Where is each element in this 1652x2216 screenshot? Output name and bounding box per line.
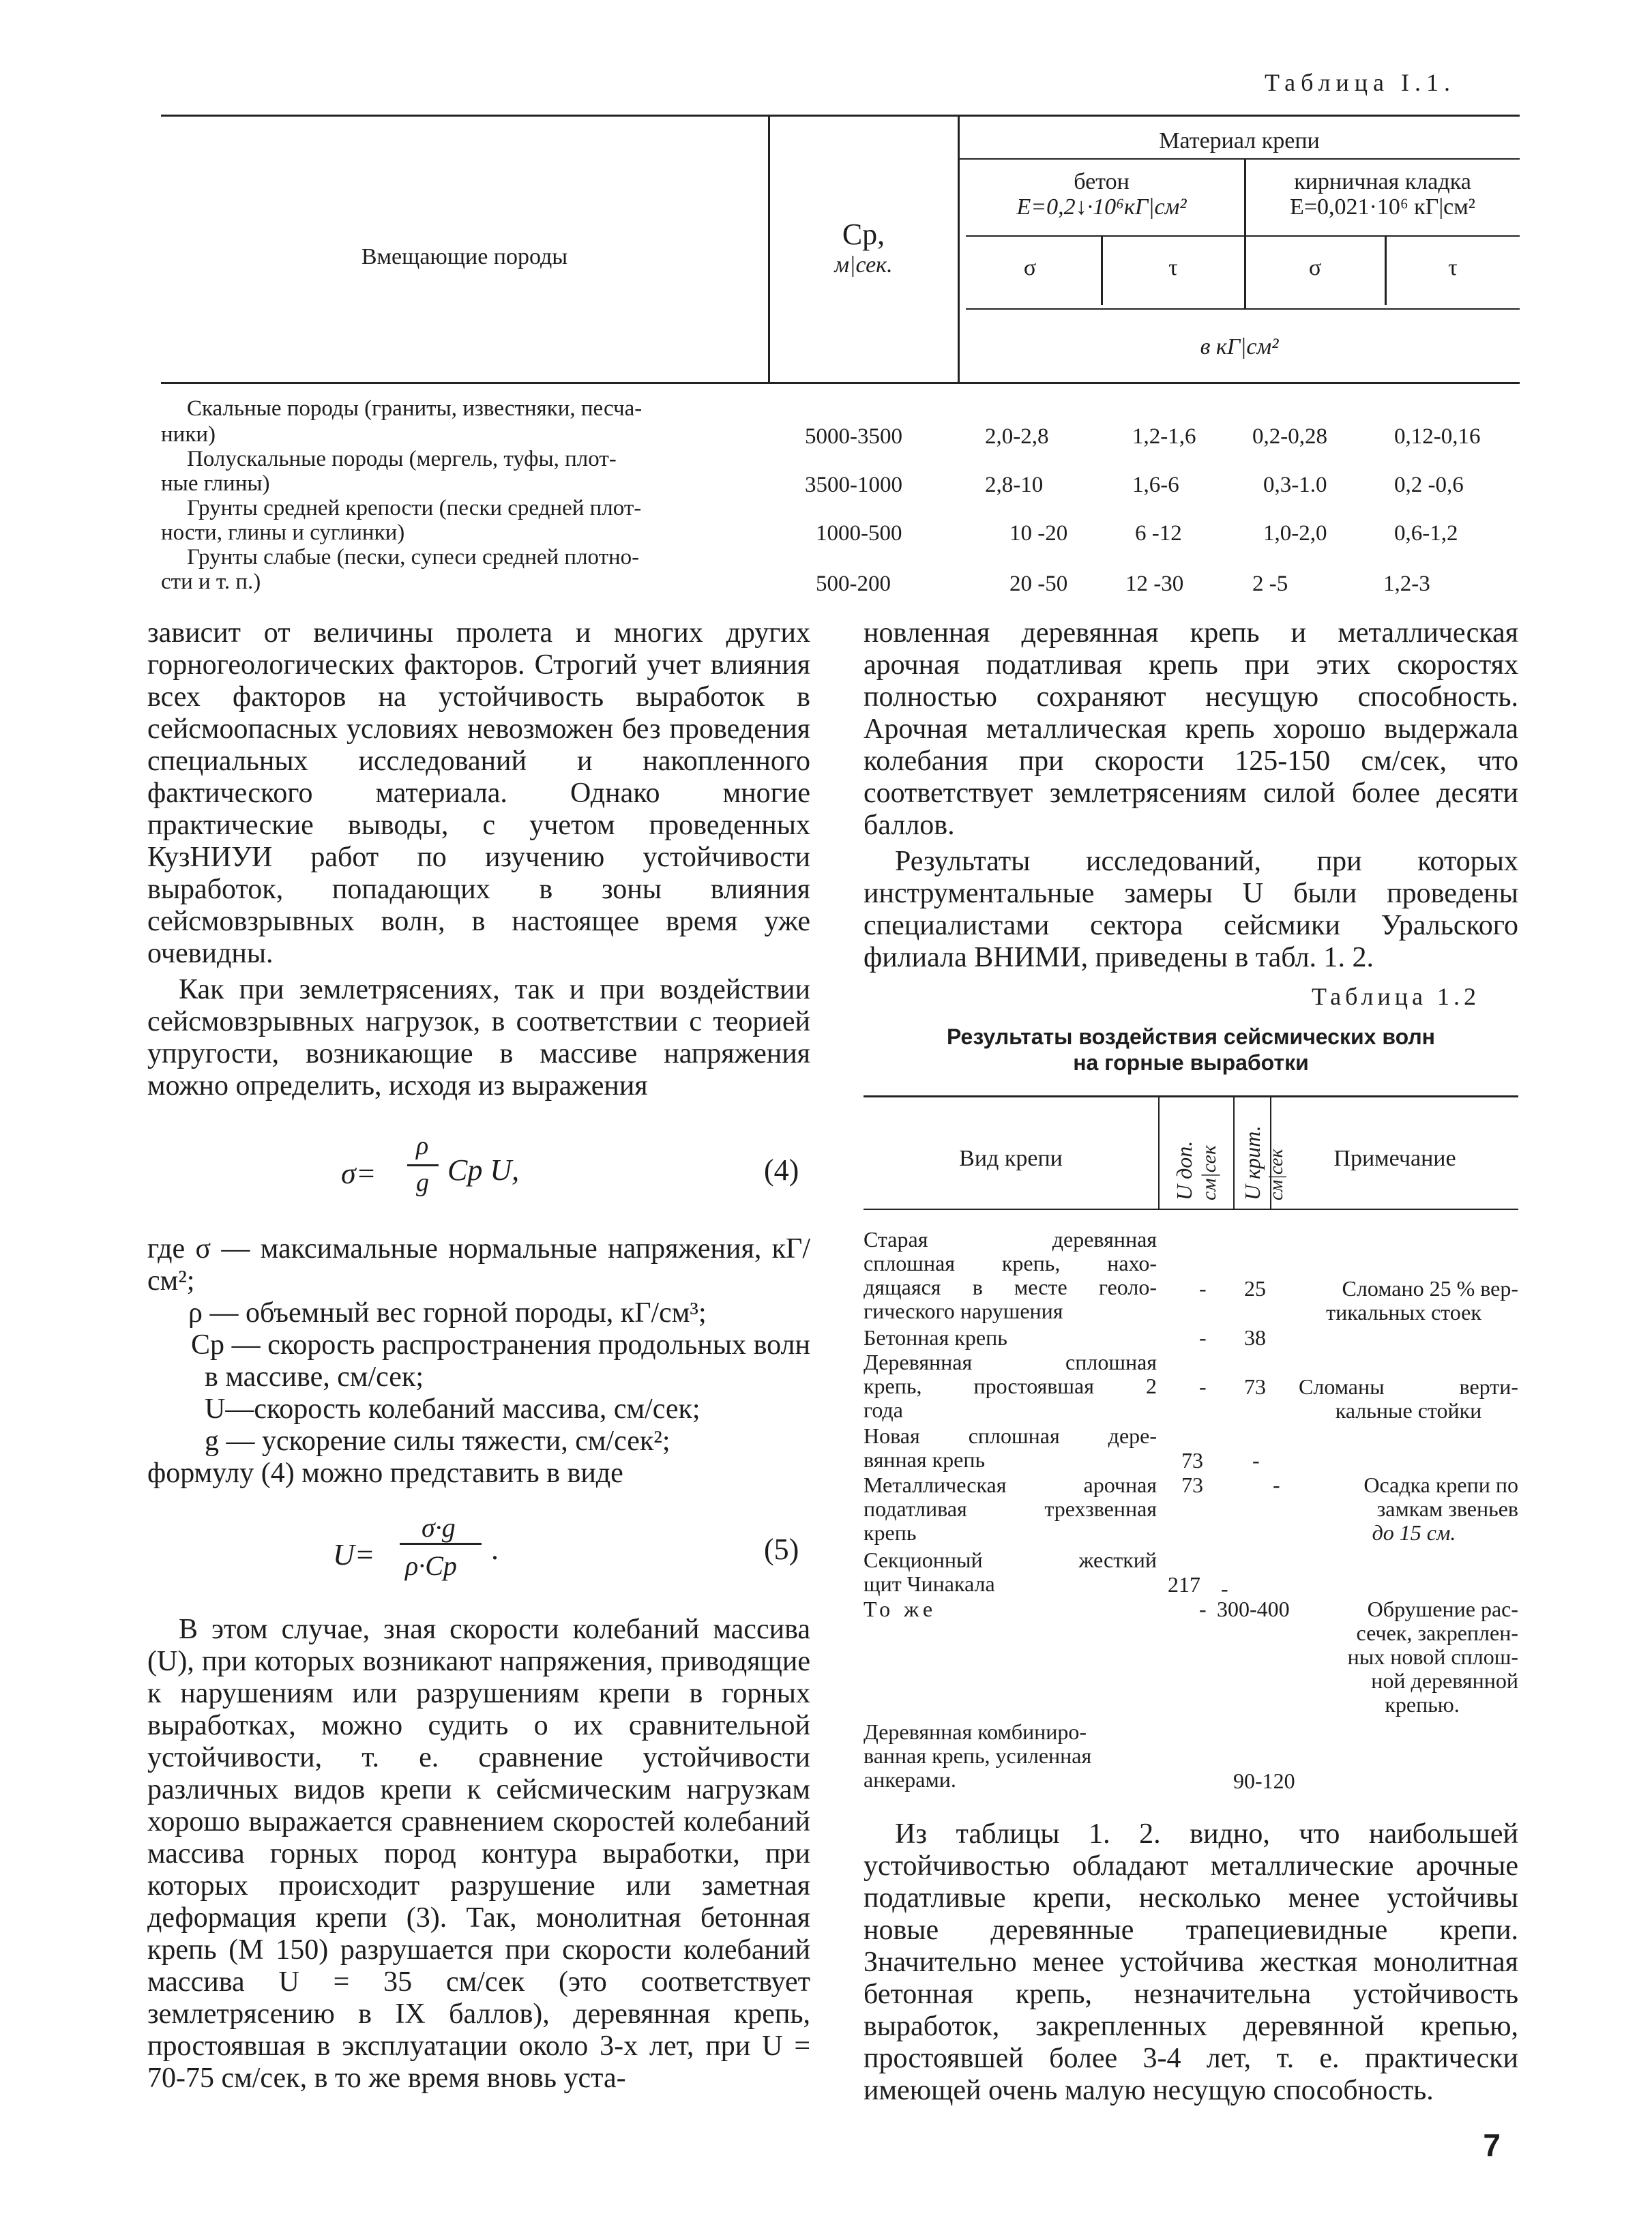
where-rho: ρ — объемный вес горной породы, кГ/см³; (188, 1297, 707, 1329)
row-rock-line1: Грунты средней крепости (пески средней плот- (187, 496, 642, 520)
t12-note-line: замкам звеньев (1376, 1496, 1518, 1521)
table-header-rule (161, 382, 1520, 384)
t12-note-line: Осадка крепи по (1363, 1473, 1518, 1497)
row-cp: 3500-1000 (805, 473, 902, 497)
t12-line: Деревянная комбиниро- (864, 1719, 1087, 1744)
left-column-bottom (147, 1614, 810, 2095)
t12-row-4-udop: 73 (1181, 1448, 1203, 1473)
row-sigma-concrete: 2,0-2,8 (985, 424, 1049, 449)
t12-row-3-type (864, 1350, 1157, 1422)
where-sigma: где σ — максимальные нормальные напряжения, кГ/см²; (147, 1233, 810, 1297)
t12-line: Старая деревянная (864, 1227, 1157, 1252)
t12-row-3-ukrit: 73 (1244, 1374, 1266, 1399)
t12-line: податливая трехзвенная (864, 1496, 1157, 1521)
header-rocks: Вмещающие породы (361, 244, 568, 269)
t12-note-line: Сломаны верти- (1299, 1374, 1518, 1399)
t12-row-1-note (1289, 1277, 1518, 1325)
page-number: 7 (1483, 2127, 1501, 2163)
formula-5-den: ρ·Cр (405, 1550, 457, 1581)
header-concrete-e: E=0,2↓·10⁶кГ|см² (1016, 194, 1187, 220)
t12-row-7-note (1326, 1597, 1518, 1717)
t12-header-type: Вид крепи (959, 1146, 1063, 1171)
table-1-2-title-1: Результаты воздействия сейсмических волн (947, 1024, 1435, 1049)
t12-line: вянная крепь (864, 1447, 986, 1472)
header-cp-unit: м|сек. (834, 252, 893, 278)
t12-header-rule (864, 1209, 1518, 1210)
row-sigma-brick: 0,3-1.0 (1263, 473, 1327, 497)
header-units: в кГ|см² (1200, 334, 1279, 359)
table-1-2-label: Таблица 1.2 (1312, 983, 1480, 1010)
header-cp: Cр, (842, 218, 885, 251)
header-brick-e: E=0,021·10⁶ кГ|см² (1290, 194, 1475, 220)
table-1-1-label: Таблица I.1. (1265, 69, 1456, 96)
t12-line: Деревянная сплошная (864, 1350, 1157, 1374)
formula-4-bar (407, 1164, 439, 1166)
t12-header-note: Примечание (1333, 1146, 1456, 1171)
row-tau-brick: 0,12-0,16 (1394, 424, 1481, 449)
left-paragraph-2: Как при землетрясениях, так и при воздействии сейсмовзрывных нагрузок, в соответствии с теорией упругости, возникающие в массиве напряжения можно определить, исходя из выражения (147, 974, 810, 1102)
row-sigma-brick: 2 -5 (1252, 572, 1288, 596)
row-cp: 500-200 (816, 572, 891, 596)
left-column (147, 617, 810, 1102)
t12-note-line: до 15 см. (1372, 1520, 1456, 1545)
row-tau-brick: 1,2-3 (1383, 572, 1430, 596)
row-tau-concrete: 12 -30 (1125, 572, 1184, 596)
t12-row-8-type (864, 1720, 1157, 1792)
row-tau-brick: 0,6-1,2 (1394, 521, 1458, 546)
row-rock-line1: Грунты слабые (пески, супеси средней плотно- (187, 545, 640, 570)
formula-4-lhs: σ= (341, 1157, 377, 1190)
t12-top-rule (864, 1095, 1518, 1097)
t12-vline-2 (1233, 1095, 1235, 1209)
t12-row-1-udop: - (1199, 1276, 1207, 1301)
t12-header-udop-label: U доп. (1172, 1140, 1196, 1200)
t12-row-7-ukrit: 300-400 (1217, 1597, 1290, 1621)
table-subhead-rule (966, 235, 1520, 237)
t12-row-1-type (864, 1228, 1157, 1323)
t12-line: анкерами. (864, 1767, 956, 1792)
right-paragraph-1: новленная деревянная крепь и металлическая арочная податливая крепь при этих скоростях полностью сохраняют несущую способность. Арочная металлическая крепь хорошо выдержала колебания при скорости 125-150 см/сек, что соответствует землетрясениям силой более десяти баллов. (864, 617, 1518, 841)
t12-header-ukrit: U крит. (1240, 1125, 1265, 1200)
row-cp: 5000-3500 (805, 424, 902, 449)
t12-line: щит Чинакала (864, 1571, 995, 1596)
table-1-2-title-2: на горные выработки (1073, 1050, 1309, 1075)
t12-row-5-ukrit: - (1273, 1473, 1280, 1497)
right-column (864, 617, 1518, 974)
t12-row-5-udop: 73 (1181, 1473, 1203, 1497)
header-material: Материал крепи (1159, 128, 1320, 153)
row-rock-line1: Скальные породы (граниты, известняки, песча- (187, 396, 643, 421)
formula-4-rhs: Cр U, (447, 1153, 520, 1187)
t12-note-line: ных новой сплош- (1347, 1644, 1518, 1669)
t12-row-6-ukrit: - (1221, 1576, 1228, 1601)
t12-row-1-ukrit: 25 (1244, 1276, 1266, 1301)
header-sigma-2: σ (1308, 255, 1322, 280)
t12-header-udop (1172, 1098, 1197, 1200)
t12-line: крепь (864, 1520, 917, 1545)
t12-row-8-ukrit: 90-120 (1233, 1769, 1295, 1793)
row-rock-line2: ные глины) (161, 471, 270, 496)
t12-line: ванная крепь, усиленная (864, 1743, 1092, 1768)
header-brick: кирничная кладка (1294, 169, 1471, 194)
row-tau-concrete: 1,2-1,6 (1132, 424, 1196, 449)
t12-header-udop-unit: см|сек (1198, 1145, 1220, 1200)
row-sigma-brick: 0,2-0,28 (1252, 424, 1327, 449)
row-sigma-concrete: 10 -20 (1009, 521, 1068, 546)
row-tau-brick: 0,2 -0,6 (1394, 473, 1464, 497)
t12-row-3-udop: - (1199, 1374, 1207, 1399)
header-sigma-1: σ (1023, 255, 1037, 280)
row-rock-line2: ники) (161, 422, 216, 447)
t12-note-line: сечек, закреплен- (1356, 1621, 1518, 1645)
formula-5-dot: . (491, 1533, 499, 1566)
t12-header-ukrit-unit: см|сек (1266, 1149, 1287, 1200)
t12-vline-1 (1158, 1095, 1160, 1209)
t12-line: года (864, 1398, 903, 1422)
t12-row-4-type (864, 1424, 1157, 1472)
t12-note-line: тикальных стоек (1326, 1300, 1481, 1325)
t12-line: Секционный жесткий (864, 1548, 1157, 1572)
t12-row-6-type (864, 1548, 1157, 1596)
formula-4-den: g (416, 1168, 429, 1197)
t12-note-line: ной деревянной (1371, 1668, 1518, 1693)
row-tau-concrete: 6 -12 (1135, 521, 1182, 546)
t12-line: сплошная крепь, нахо- (864, 1251, 1157, 1275)
row-sigma-concrete: 20 -50 (1009, 572, 1068, 596)
where-cp: Cр — скорость распространения продольных волн в массиве, см/сек; (191, 1329, 810, 1393)
t12-row-7-type: То же (864, 1597, 937, 1621)
header-tau-2: τ (1448, 255, 1458, 280)
row-tau-concrete: 1,6-6 (1132, 473, 1179, 497)
row-sigma-brick: 1,0-2,0 (1263, 521, 1327, 546)
where-g: g — ускорение силы тяжести, см/сек²; (205, 1425, 670, 1457)
left-paragraph-1: зависит от величины пролета и многих других горногеологических факторов. Строгий учет влияния всех факторов на устойчивость выработок в сейсмоопасных условиях невозможен без проведения специальных исследований и накопленного фактического материала. Однако многие практические выводы, с учетом проведенных КузНИУИ работ по изучению устойчивости выработок, попадающих в зоны влияния сейсмовзрывных волн, в настоящее время уже очевидны. (147, 617, 810, 969)
t12-row-7-udop: - (1199, 1597, 1207, 1621)
formula-4-number: (4) (764, 1153, 799, 1187)
header-tau-1: τ (1168, 255, 1178, 280)
formula-4-num: ρ (416, 1132, 429, 1160)
row-cp: 1000-500 (816, 521, 902, 546)
t12-row-6-udop: 217 (1168, 1572, 1200, 1597)
right-paragraph-3: Из таблицы 1. 2. видно, что наибольшей устойчивостью обладают металлические арочные податливые крепи, несколько менее устойчивы новые деревянные трапециевидные крепи. Значительно менее устойчива жесткая монолитная бетонная крепь, незначительна устойчивость выработок, закрепленных деревянной крепью, простоявшей более 3-4 лет, т. е. практически имеющей очень малую несущую способность. (864, 1818, 1518, 2106)
formula-5-lhs: U= (333, 1538, 375, 1571)
t12-row-5-type (864, 1473, 1157, 1545)
t12-line: Металлическая арочная (864, 1473, 1157, 1497)
t12-row-2-udop: - (1199, 1325, 1207, 1350)
t12-note-line: кальные стойки (1335, 1398, 1482, 1423)
left-where-block (147, 1233, 810, 1490)
t12-line: гического нарушения (864, 1299, 1063, 1323)
formula-5-bar (400, 1543, 482, 1545)
where-u: U—скорость колебаний массива, см/сек; (205, 1393, 700, 1425)
row-rock-line2: сти и т. п.) (161, 570, 261, 594)
t12-row-2-ukrit: 38 (1244, 1325, 1266, 1350)
t12-row-5-note (1310, 1473, 1518, 1545)
t12-line: дящаяся в месте геоло- (864, 1275, 1157, 1299)
t12-note-line: Сломано 25 % вер- (1342, 1276, 1518, 1301)
right-column-bottom (864, 1818, 1518, 2107)
t12-row-3-note (1299, 1375, 1518, 1423)
table-vline-1 (768, 115, 770, 382)
left-paragraph-3: В этом случае, зная скорости колебаний массива (U), при которых возникают напряжения, приводящие к нарушениям или разрушениям крепи в горных выработках, можно судить о их сравнительной устойчивости, т. е. сравнение устойчивости различных видов крепи к сейсмическим нагрузкам хорошо выражается сравнением скоростей колебаний массива горных пород контура выработки, при которых происходит разрушение или заметная деформация крепи (3). Так, монолитная бетонная крепь (М 150) разрушается при скорости колебаний массива U = 35 см/сек (это соответствует землетрясению в IX баллов), деревянная крепь, простоявшая в эксплуатации около 3-х лет, при U = 70-75 см/сек, в то же время вновь уста- (147, 1614, 810, 2094)
right-paragraph-2: Результаты исследований, при которых инструментальные замеры U были проведены специалистами сектора сейсмики Уральского филиала ВНИМИ, приведены в табл. 1. 2. (864, 846, 1518, 973)
t12-line: Новая сплошная дере- (864, 1423, 1157, 1448)
t12-row-2-type: Бетонная крепь (864, 1325, 1007, 1350)
t12-row-4-ukrit: - (1252, 1448, 1260, 1473)
row-rock-line1: Полускальные породы (мергель, туфы, плот- (187, 447, 617, 471)
formula-5-number: (5) (764, 1533, 799, 1566)
t12-note-line: Обрушение рас- (1367, 1597, 1518, 1621)
t12-line: крепь, простоявшая 2 (864, 1374, 1157, 1398)
where-formula-intro: формулу (4) можно представить в виде (147, 1458, 623, 1489)
formula-5-num: σ·g (422, 1512, 456, 1543)
table-top-rule (161, 115, 1520, 117)
table-material-rule (958, 158, 1520, 160)
row-rock-line2: ности, глины и суглинки) (161, 520, 405, 545)
t12-note-line: крепью. (1385, 1692, 1460, 1717)
row-sigma-concrete: 2,8-10 (985, 473, 1044, 497)
header-concrete: бетон (1074, 169, 1130, 194)
table-units-rule (966, 308, 1520, 310)
